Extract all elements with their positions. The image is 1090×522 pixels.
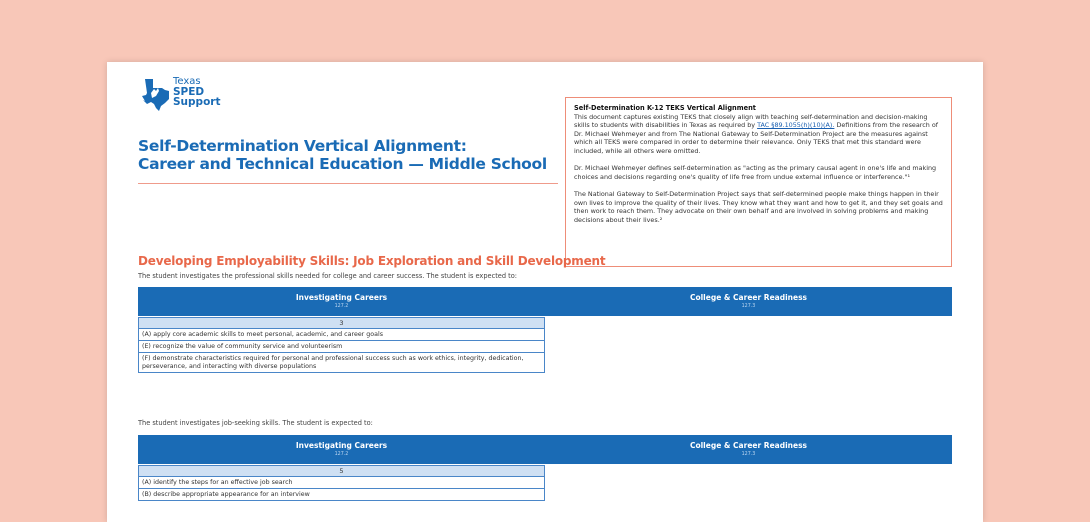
title-divider (138, 183, 558, 184)
table-header (138, 435, 952, 464)
column-title: Investigating Careers (295, 293, 388, 302)
document-page (107, 62, 983, 522)
callout-paragraph-3: The National Gateway to Self-Determination Project says that self-determined people make things happen in their own lives to improve the quality of their lives. They know what they want and how to get it, and they set goals and then work to reach them. They advocate on their own behalf and are involved in solving problems and making decisions about their lives.² (574, 189, 943, 224)
column-code: 127.2 (334, 452, 349, 457)
title-line2: Career and Technical Education — Middle School (138, 155, 547, 173)
logo-line1: Texas (173, 76, 201, 87)
tac-link[interactable]: TAC §89.1055(h)(10)(A). (757, 121, 835, 130)
page-title (138, 137, 547, 173)
logo-line3: Support (173, 96, 221, 108)
column-code: 127.3 (741, 452, 756, 457)
logo (137, 77, 220, 111)
table-intro: The student investigates the professional skills needed for college and career success. The student is expected to: (138, 272, 517, 280)
table-row: (B) describe appropriate appearance for an interview (138, 489, 545, 501)
table-row: (E) recognize the value of community service and volunteerism (138, 341, 545, 353)
standard-number-row: 5 (138, 465, 545, 477)
intro-callout (565, 97, 952, 267)
table-header (138, 287, 952, 316)
texas-hand-icon (137, 77, 171, 111)
callout-text: This document captures existing TEKS that closely align with teaching self-determination and decision-making skills to students with disabilities in Texas as required by (574, 112, 928, 130)
column-code: 127.2 (334, 304, 349, 309)
column-title: College & Career Readiness (689, 293, 808, 302)
column-code: 127.3 (741, 304, 756, 309)
standard-number-row: 3 (138, 317, 545, 329)
table-row: (A) identify the steps for an effective job search (138, 477, 545, 489)
table-row: (F) demonstrate characteristics required for personal and professional success such as work ethics, integrity, dedication, perseverance, and interacting with diverse populations (138, 353, 545, 373)
column-investigating-careers (138, 435, 545, 464)
table-intro: The student investigates job-seeking skills. The student is expected to: (138, 419, 373, 427)
callout-paragraph-1 (574, 113, 943, 156)
title-line1: Self-Determination Vertical Alignment: (138, 137, 467, 155)
callout-heading: Self-Determination K-12 TEKS Vertical Alignment (574, 104, 756, 112)
logo-line2: SPED (173, 86, 205, 98)
column-investigating-careers (138, 287, 545, 316)
table-row: (A) apply core academic skills to meet personal, academic, and career goals (138, 329, 545, 341)
section-heading: Developing Employability Skills: Job Exploration and Skill Development (138, 254, 606, 268)
alignment-table (138, 287, 952, 373)
alignment-table (138, 435, 952, 501)
column-college-career-readiness (545, 435, 952, 464)
callout-paragraph-2: Dr. Michael Wehmeyer defines self-determination as "acting as the primary causal agent in one's life and making choices and decisions regarding one's quality of life free from undue external influence or interference."¹ (574, 164, 937, 181)
column-title: Investigating Careers (295, 441, 388, 450)
column-title: College & Career Readiness (689, 441, 808, 450)
column-college-career-readiness (545, 287, 952, 316)
callout-text: Definitions from the research of Dr. Michael Wehmeyer and from The National Gateway to Self-Determination Project are the measures against which all TEKS were compared in order to determine their relevance. Only TEKS that met this standard were included, while all others were omitted. (574, 121, 939, 155)
